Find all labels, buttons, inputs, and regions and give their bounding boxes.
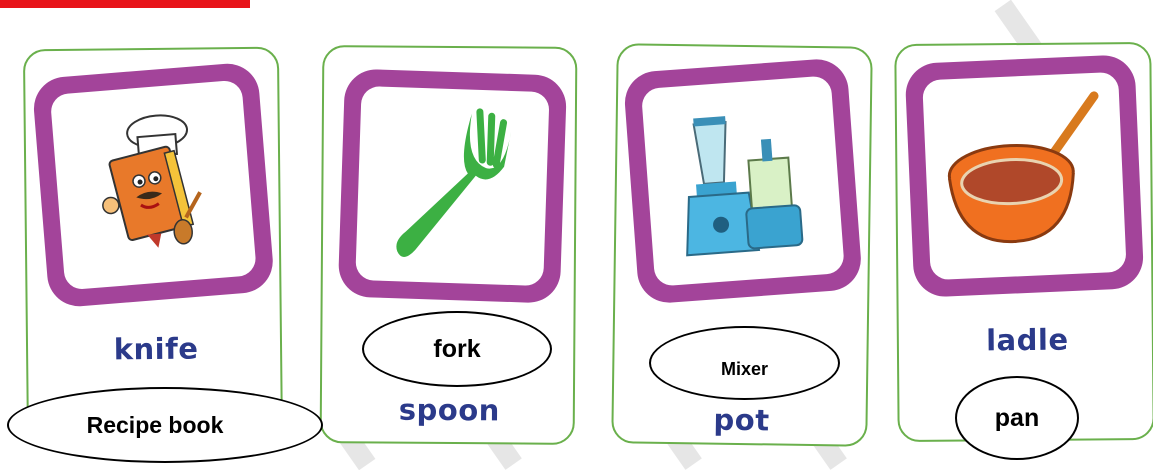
answer-text: Mixer [720, 358, 769, 379]
picture-frame [623, 57, 863, 305]
answer-oval-3 [649, 326, 840, 400]
answer-oval-1 [7, 387, 323, 463]
pan-icon [936, 87, 1113, 264]
card-word: spoon [398, 392, 500, 428]
chef-recipe-book-icon [78, 105, 230, 266]
card-word: knife [113, 331, 199, 367]
answer-oval-4 [955, 376, 1079, 460]
answer-text: Recipe book [86, 411, 224, 438]
header-bar [0, 0, 250, 8]
picture-frame [338, 68, 567, 303]
card-word: pot [713, 402, 770, 438]
mixer-icon [662, 96, 823, 267]
answer-text: fork [433, 334, 481, 363]
fork-icon [375, 99, 531, 274]
picture-frame [904, 54, 1144, 298]
card-word: ladle [986, 322, 1069, 358]
picture-frame [31, 61, 275, 308]
answer-text: pan [994, 403, 1040, 432]
answer-oval-2 [362, 311, 552, 387]
